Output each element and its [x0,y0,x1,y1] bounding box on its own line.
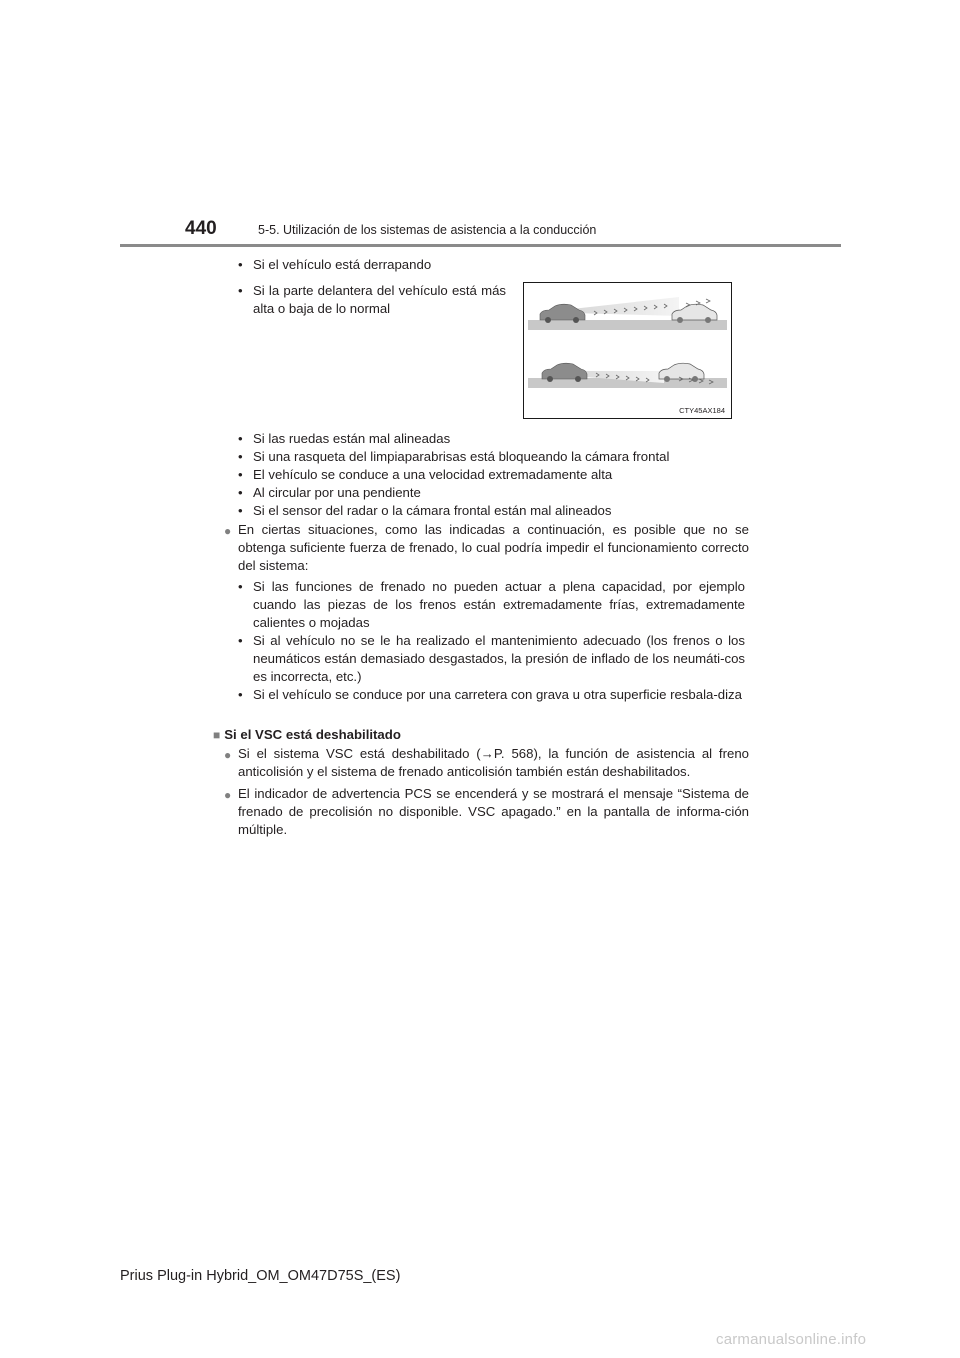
page-number: 440 [185,218,217,239]
section-heading: ■ Si el VSC está deshabilitado [213,727,401,742]
vehicle-radar-illustration [524,283,731,418]
circle-bullet-icon: ● [224,524,232,538]
figure-code: CTY45AX184 [679,406,725,415]
bullet-item: • Si una rasqueta del limpiaparabrisas está bloqueando la cámara frontal [238,449,670,464]
circle-bullet-icon: ● [224,788,232,802]
square-bullet-icon: ■ [213,728,221,742]
circle-item: ● Si el sistema VSC está deshabilitado (→P. 568), la función de asistencia al freno anticolisión y el sistema de frenado anticolisión también están deshabilitados. [224,746,749,779]
footer-text: Prius Plug-in Hybrid_OM_OM47D75S_(ES) [120,1268,401,1284]
circle-item: ● En ciertas situaciones, como las indicadas a continuación, es posible que no se obtenga suficiente fuerza de frenado, lo cual podría impedir el funcionamiento correcto del sistema: [224,522,749,573]
section-title: 5-5. Utilización de los sistemas de asistencia a la conducción [258,223,597,237]
bullet-item: • Al circular por una pendiente [238,485,421,500]
bullet-item: • Si las ruedas están mal alineadas [238,431,451,446]
bullet-item: • Si la parte delantera del vehículo está más alta o baja de lo normal [238,283,506,316]
bullet-item: • El vehículo se conduce a una velocidad extremadamente alta [238,467,613,482]
bullet-item: • Si el vehículo está derrapando [238,257,432,272]
bullet-item: • Si el vehículo se conduce por una carretera con grava u otra superficie resbala-diza [238,687,742,702]
circle-item: ● El indicador de advertencia PCS se encenderá y se mostrará el mensaje “Sistema de frenado de precolisión no disponible. VSC apagado.” en la pantalla de informa-ción múltiple. [224,786,749,837]
watermark: carmanualsonline.info [716,1331,867,1348]
bullet-item: • Si al vehículo no se le ha realizado el mantenimiento adecuado (los frenos o los neumáticos están demasiado desgastados, la presión de inflado de los neumáti-cos es incorrecta, etc.) [238,633,745,684]
illustration-figure [523,282,732,419]
circle-bullet-icon: ● [224,748,232,762]
bullet-item: • Si el sensor del radar o la cámara frontal están mal alineados [238,503,612,518]
header-rule [120,244,841,247]
bullet-item: • Si las funciones de frenado no pueden actuar a plena capacidad, por ejemplo cuando las piezas de los frenos están extremadamente frías, extremadamente calientes o mojadas [238,579,745,630]
